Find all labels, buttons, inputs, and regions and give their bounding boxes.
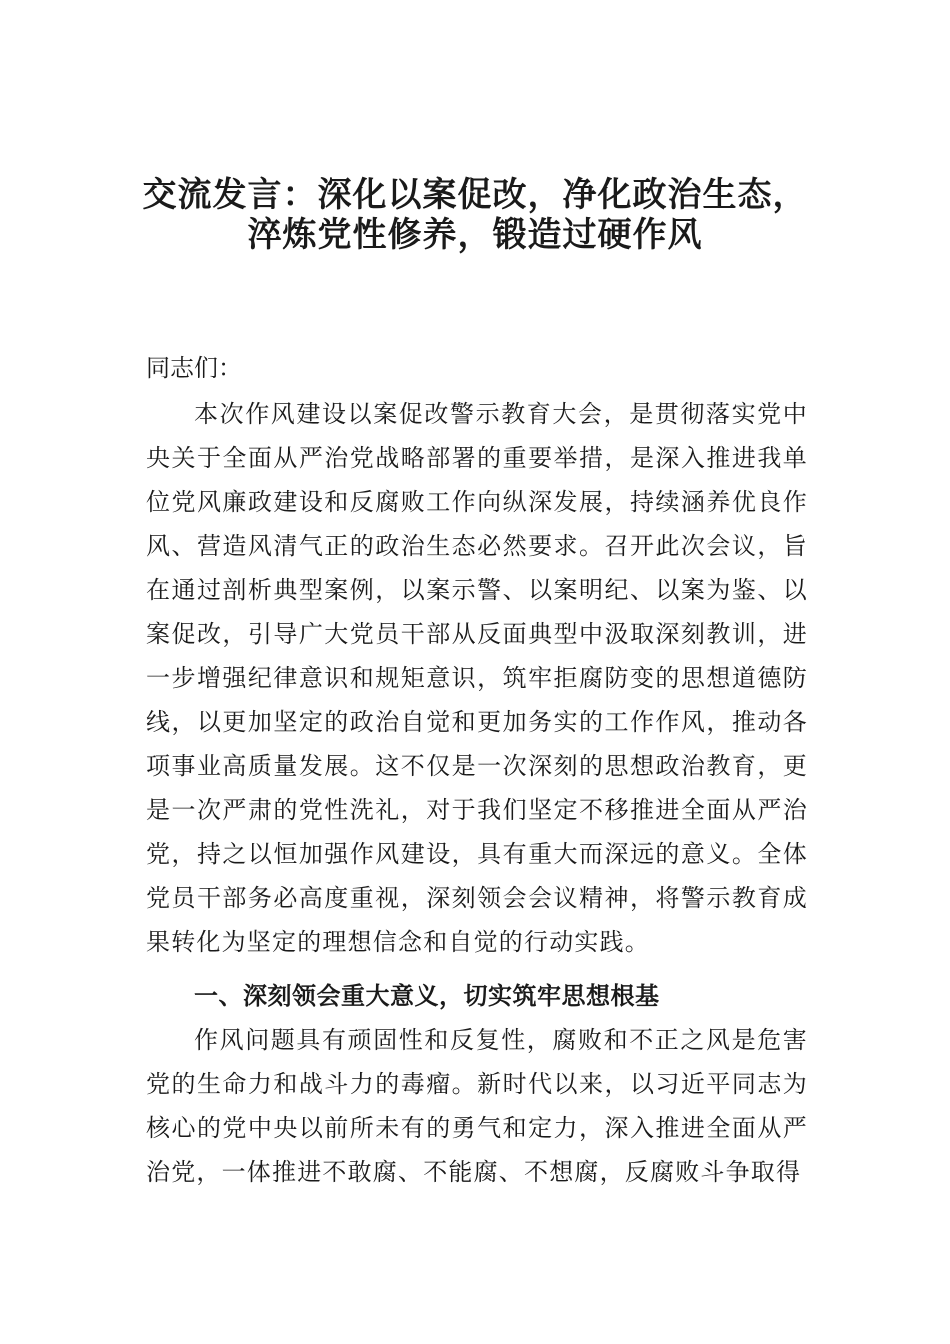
document-title-line-1: 交流发言：深化以案促改，净化政治生态， bbox=[142, 175, 808, 215]
body-paragraph-1: 本次作风建设以案促改警示教育大会，是贯彻落实党中央关于全面从严治党战略部署的重要举措，是深入推进我单位党风廉政建设和反腐败工作向纵深发展，持续涵养优良作风、营造风清气正的政治生态必然要求。召开此次会议，旨在通过剖析典型案例，以案示警、以案明纪、以案为鉴、以案促改，引导广大党员干部从反面典型中汲取深刻教训，进一步增强纪律意识和规矩意识，筑牢拒腐防变的思想道德防线，以更加坚定的政治自觉和更加务实的工作作风，推动各项事业高质量发展。这不仅是一次深刻的思想政治教育，更是一次严肃的党性洗礼，对于我们坚定不移推进全面从严治党，持之以恒加强作风建设，具有重大而深远的意义。全体党员干部务必高度重视，深刻领会会议精神，将警示教育成果转化为坚定的理想信念和自觉的行动实践。 bbox=[146, 400, 808, 956]
salutation: 同志们： bbox=[146, 354, 242, 382]
document-title-line-2: 淬炼党性修养，锻造过硬作风 bbox=[247, 215, 703, 255]
section-heading-1: 一、深刻领会重大意义，切实筑牢思想根基 bbox=[194, 982, 660, 1010]
body-paragraph-2: 作风问题具有顽固性和反复性，腐败和不正之风是危害党的生命力和战斗力的毒瘤。新时代以来，以习近平同志为核心的党中央以前所未有的勇气和定力，深入推进全面从严治党，一体推进不敢腐、不能腐、不想腐，反腐败斗争取得 bbox=[146, 1026, 808, 1186]
